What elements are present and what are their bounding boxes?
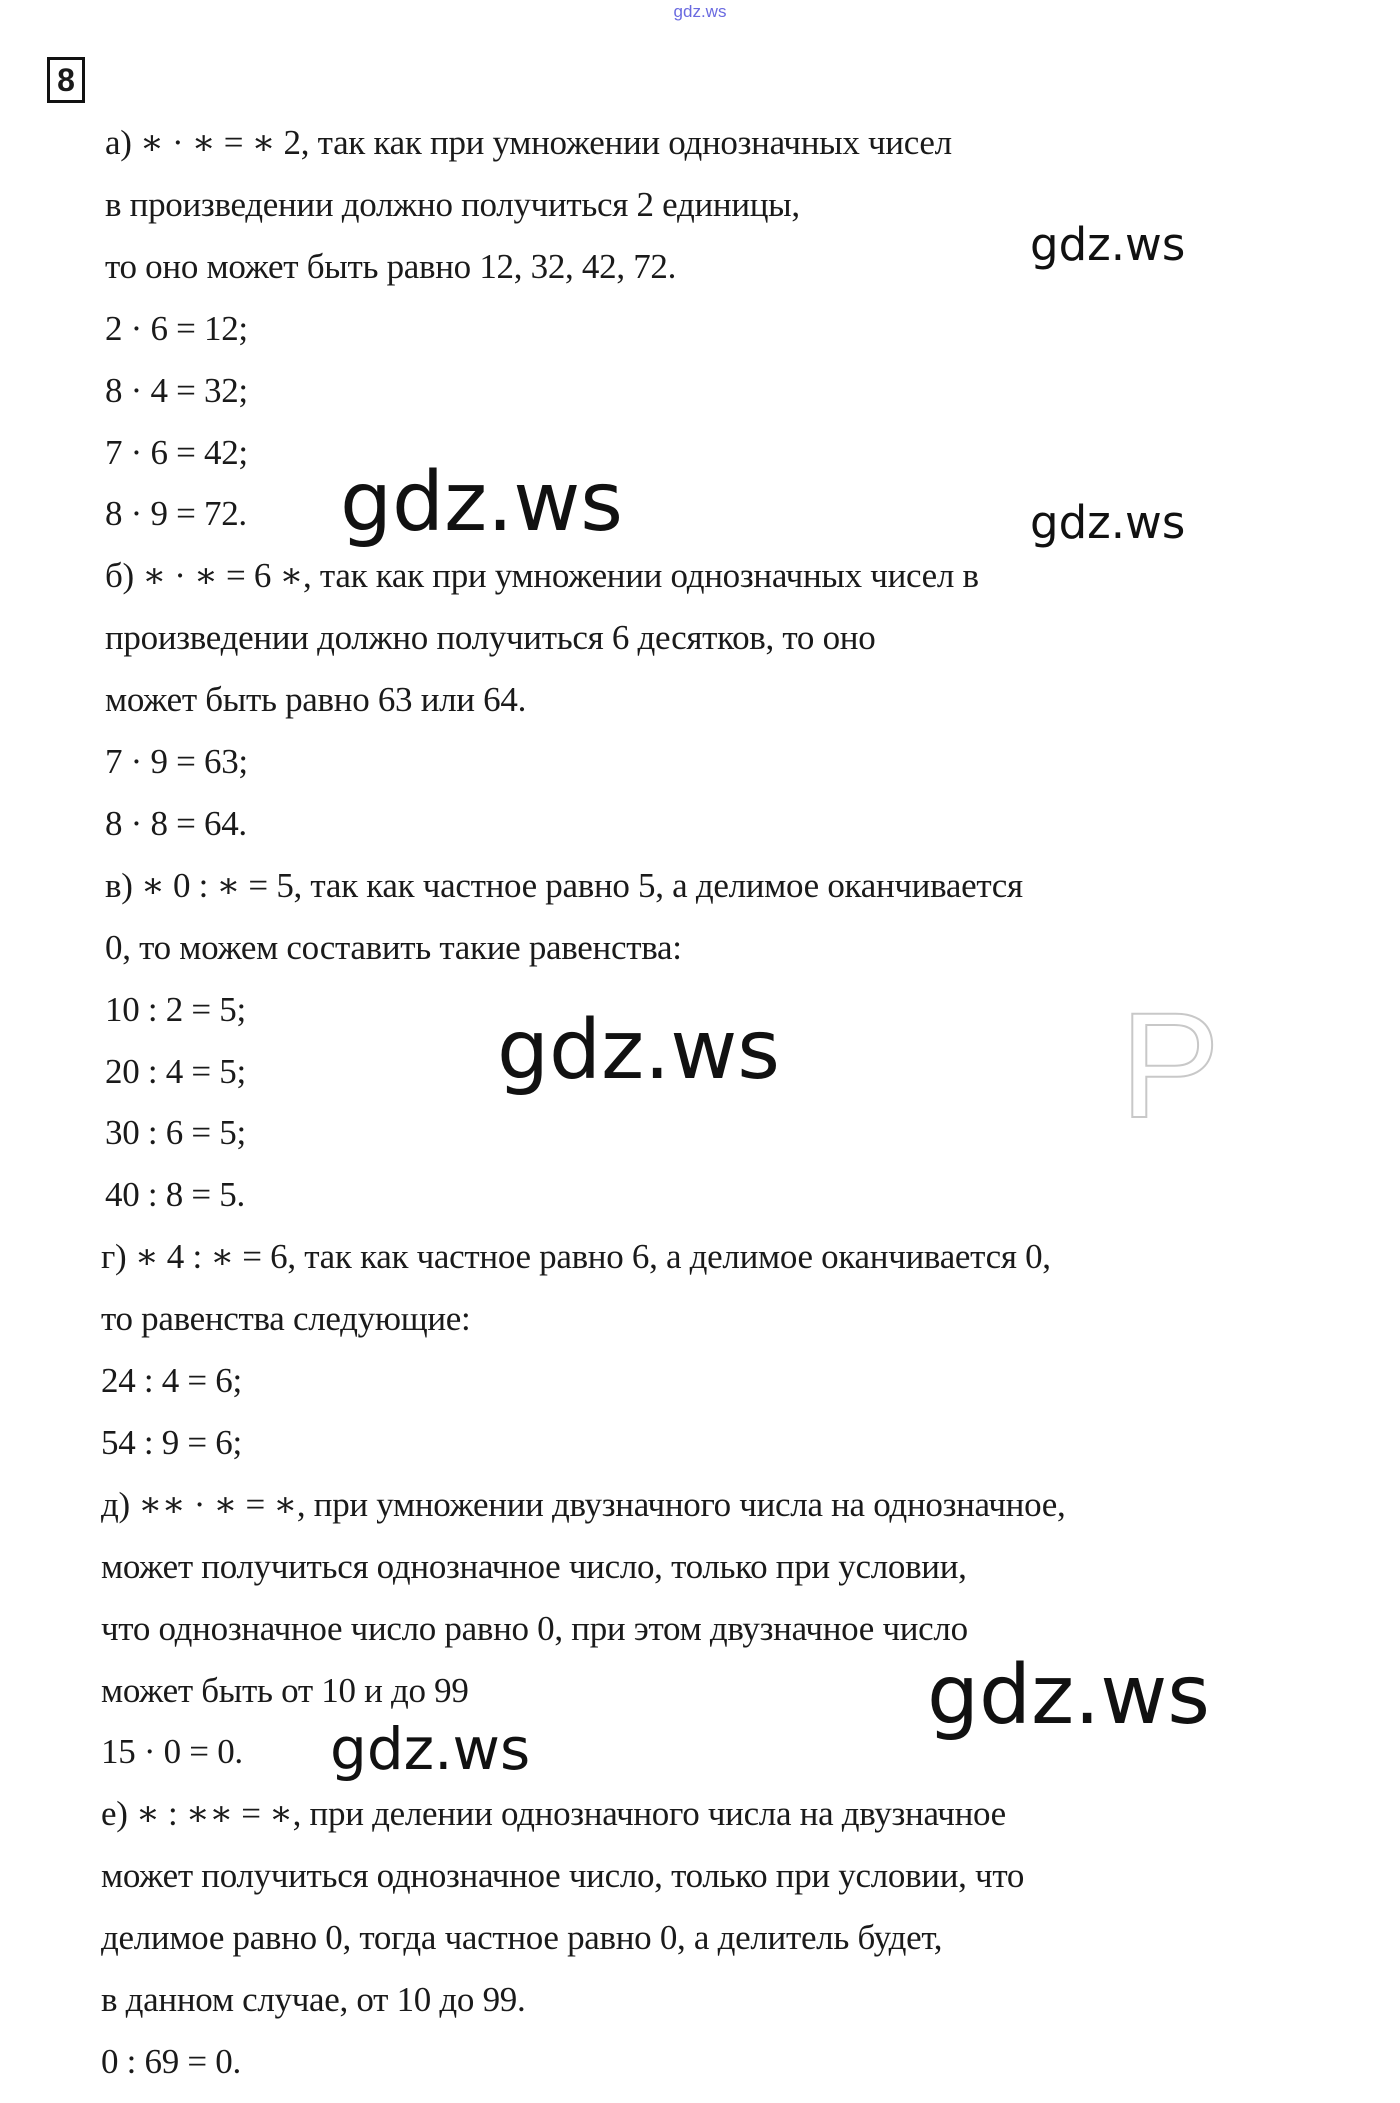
text-line: б) ∗ · ∗ = 6 ∗, так как при умножении однозначных чисел в [105,556,979,596]
text-line: то равенства следующие: [101,1299,471,1339]
site-watermark-top: gdz.ws [673,2,727,21]
text-line: а) ∗ · ∗ = ∗ 2, так как при умножении однозначных чисел [105,123,952,162]
text-line: то оно может быть равно 12, 32, 42, 72. [105,246,677,286]
text-line: в произведении должно получиться 2 единицы, [105,184,800,224]
watermark: gdz.ws [497,1003,780,1098]
text-line: 10 : 2 = 5; [105,989,246,1029]
text-line: 7 · 9 = 63; [105,742,248,781]
text-line: г) ∗ 4 : ∗ = 6, так как частное равно 6, а делимое оканчивается 0, [101,1237,1051,1277]
task-number-badge: 8 [47,57,85,103]
overlay-letter: P [1120,981,1221,1149]
watermark: gdz.ws [330,1715,531,1783]
watermark: gdz.ws [1030,496,1186,549]
text-line: 0 : 69 = 0. [101,2041,241,2081]
text-line: делимое равно 0, тогда частное равно 0, а делитель будет, [101,1918,943,1958]
text-line: д) ∗∗ · ∗ = ∗, при умножении двузначного числа на однозначное, [101,1484,1066,1524]
text-line: в данном случае, от 10 до 99. [101,1980,526,2019]
text-line: может получиться однозначное число, только при условии, [101,1546,967,1586]
watermark: gdz.ws [927,1648,1210,1743]
text-line: е) ∗ : ∗∗ = ∗, при делении однозначного числа на двузначное [101,1794,1006,1834]
text-line: 20 : 4 = 5; [105,1051,246,1091]
text-line: 24 : 4 = 6; [101,1361,242,1400]
text-line: 2 · 6 = 12; [105,308,248,348]
text-line: произведении должно получиться 6 десятков, то оно [105,618,876,658]
text-line: 30 : 6 = 5; [105,1113,246,1153]
text-line: 8 · 8 = 64. [105,803,247,843]
text-line: может получиться однозначное число, только при условии, что [101,1856,1025,1896]
text-line: 0, то можем составить такие равенства: [105,927,682,967]
text-line: 54 : 9 = 6; [101,1422,242,1462]
text-line: 15 · 0 = 0. [101,1732,243,1772]
watermark: gdz.ws [340,455,623,550]
text-line: в) ∗ 0 : ∗ = 5, так как частное равно 5, а делимое оканчивается [105,865,1023,905]
text-line: 7 · 6 = 42; [105,432,248,472]
text-line: может быть от 10 и до 99 [101,1670,469,1710]
text-line: может быть равно 63 или 64. [105,680,527,720]
text-line: что однозначное число равно 0, при этом двузначное число [101,1608,968,1648]
text-line: 8 · 4 = 32; [105,370,248,410]
watermark: gdz.ws [1030,218,1186,271]
text-line: 40 : 8 = 5. [105,1175,245,1215]
text-line: 8 · 9 = 72. [105,494,247,534]
